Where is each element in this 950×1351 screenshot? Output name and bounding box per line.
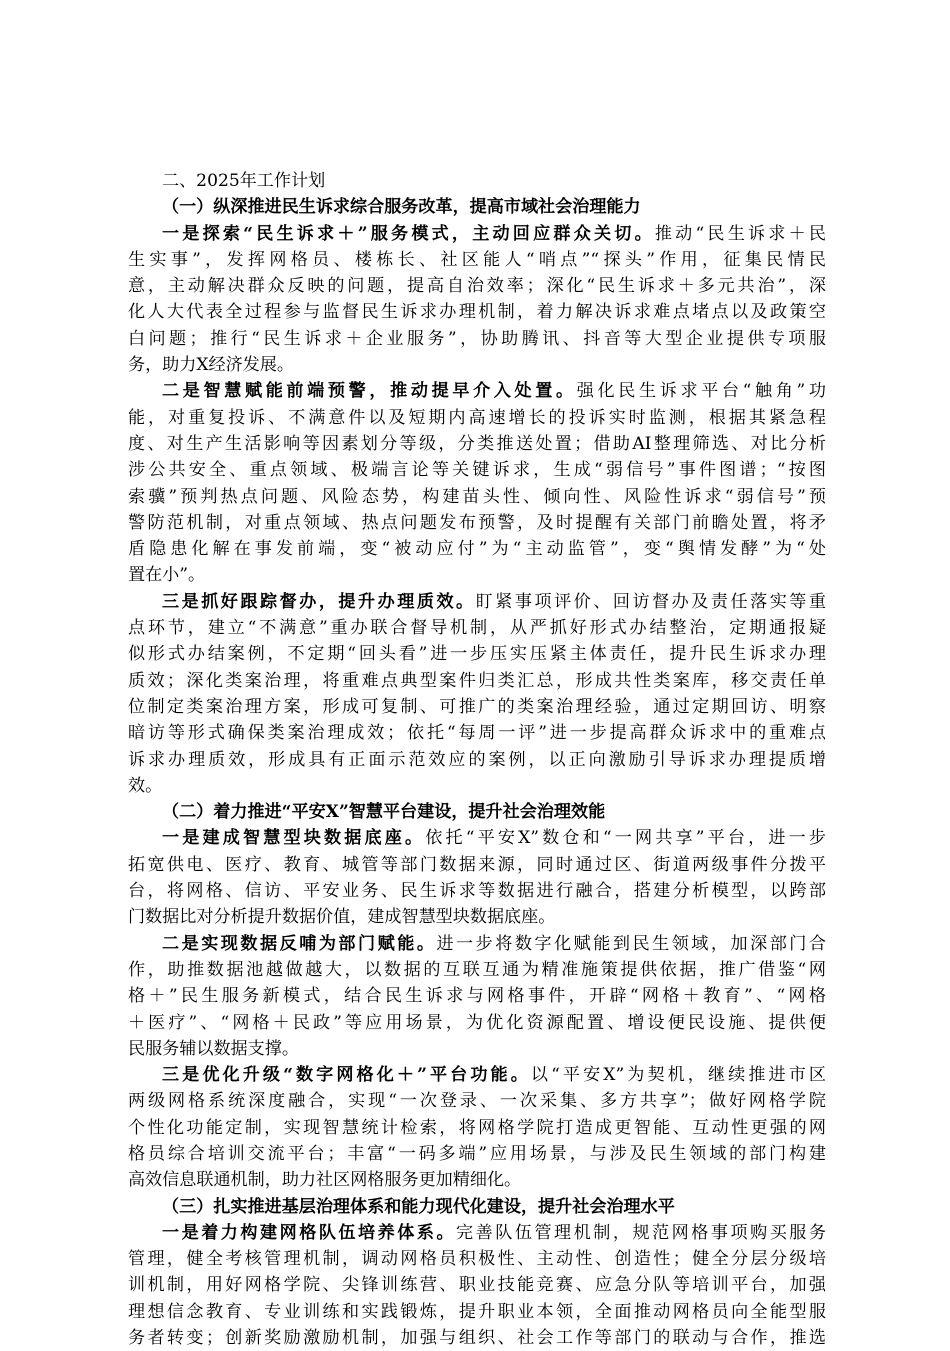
paragraph-line: 格＋”民生服务新模式，结合民生诉求与网格事件，开辟“网格＋教育”、“网格 xyxy=(128,986,826,1007)
paragraph-line: 能，对重复投诉、不满意件以及短期内高速增长的投诉实时监测，根据其紧急程 xyxy=(128,407,826,428)
paragraph-line: ＋医疗”、“网格＋民政”等应用场景，为优化资源配置、增设便民设施、提供便 xyxy=(128,1012,826,1033)
paragraph-line: 似形式办结案例，不定期“回头看”进一步压实压紧主体责任，提升民生诉求办理 xyxy=(128,644,826,665)
paragraph-line: 理想信念教育、专业训练和实践锻炼，提升职业本领，全面推动网格员向全能型服 xyxy=(128,1301,826,1322)
paragraph-line: 警防范机制，对重点领域、热点问题发布预警，及时提醒有关部门前瞻处置，将矛 xyxy=(128,512,826,533)
paragraph-line: 三是优化升级“数字网格化＋”平台功能。以“平安X”为契机，继续推进市区 xyxy=(162,1065,826,1086)
paragraph-line: 化人大代表全过程参与监督民生诉求办理机制，着力解决诉求难点堵点以及政策空 xyxy=(128,302,826,323)
paragraph-line: 三是抓好跟踪督办，提升办理质效。盯紧事项评价、回访督办及责任落实等重 xyxy=(162,591,826,612)
paragraph-line: 一是着力构建网格队伍培养体系。完善队伍管理机制，规范网格事项购买服务 xyxy=(162,1222,826,1243)
paragraph-line: 效。 xyxy=(128,775,163,796)
paragraph-lead: 一是建成智慧型块数据底座。 xyxy=(162,828,426,849)
subsection-title-2: （二）着力推进“平安X”智慧平台建设，提升社会治理效能 xyxy=(162,802,606,823)
paragraph-line: 点环节，建立“不满意”重办联合督导机制，从严抓好形式办结整治，定期通报疑 xyxy=(128,618,826,639)
section-heading: 二、2025年工作计划 xyxy=(162,171,326,191)
paragraph-line: 个性化功能定制，实现智慧统计检索，将网格学院打造成更智能、互动性更强的网 xyxy=(128,1117,826,1138)
paragraph-line: 管理，健全考核管理机制，调动网格员积极性、主动性、创造性；健全分层分级培 xyxy=(128,1249,826,1270)
paragraph-line: 置在小”。 xyxy=(128,565,206,586)
paragraph-line: 两级网格系统深度融合，实现“一次登录、一次采集、多方共享”；做好网格学院 xyxy=(128,1091,826,1112)
paragraph-line: 盾隐患化解在事发前端，变“被动应付”为“主动监管”，变“舆情发酵”为“处 xyxy=(128,539,826,560)
document-page xyxy=(128,168,826,1351)
subsection-title-1: （一）纵深推进民生诉求综合服务改革，提高市域社会治理能力 xyxy=(162,197,641,218)
paragraph-line: 质效；深化类案治理，将重难点典型案件归类汇总，形成共性类案库，移交责任单 xyxy=(128,670,826,691)
paragraph-line: 暗访等形式确保类案治理成效；依托“每周一评”进一步提高群众诉求中的重难点 xyxy=(128,723,826,744)
paragraph-line: 格员综合培训交流平台；丰富“一码多端”应用场景，与涉及民生领域的部门构建 xyxy=(128,1143,826,1164)
paragraph-line: 拓宽供电、医疗、教育、城管等部门数据来源，同时通过区、街道两级事件分拨平 xyxy=(128,854,826,875)
paragraph-line: 位制定类案治理方案，形成可复制、可推广的类案治理经验，通过定期回访、明察 xyxy=(128,696,826,717)
paragraph-line: 涉公共安全、重点领域、极端言论等关键诉求，生成“弱信号”事件图谱；“按图 xyxy=(128,460,826,481)
paragraph-line: 训机制，用好网格学院、尖锋训练营、职业技能竞赛、应急分队等培训平台，加强 xyxy=(128,1275,826,1296)
paragraph-line: 生实事”，发挥网格员、楼栋长、社区能人“哨点”“探头”作用，征集民情民 xyxy=(128,249,826,270)
paragraph-lead: 二是实现数据反哺为部门赋能。 xyxy=(162,933,437,954)
subsection-title-3: （三）扎实推进基层治理体系和能力现代化建设，提升社会治理水平 xyxy=(162,1196,675,1217)
paragraph-lead: 二是智慧赋能前端预警，推动提早介入处置。 xyxy=(162,381,577,402)
paragraph-lead: 一是着力构建网格队伍培养体系。 xyxy=(162,1222,457,1243)
paragraph-line: 诉求办理质效，形成具有正面示范效应的案例，以正向激励引导诉求办理提质增 xyxy=(128,749,826,770)
paragraph-line: 务，助力X经济发展。 xyxy=(128,355,295,376)
paragraph-line: 高效信息联通机制，助力社区网格服务更加精细化。 xyxy=(128,1170,522,1191)
paragraph-line: 务者转变；创新奖励激励机制，加强与组织、社会工作等部门的联动与合作，推选 xyxy=(128,1328,826,1349)
paragraph-line: 一是探索“民生诉求＋”服务模式，主动回应群众关切。推动“民生诉求＋民 xyxy=(162,223,826,244)
paragraph-lead: 三是优化升级“数字网格化＋”平台功能。 xyxy=(162,1065,531,1086)
paragraph-line: 意，主动解决群众反映的问题，提高自治效率；深化“民生诉求＋多元共治”，深 xyxy=(128,276,826,297)
paragraph-lead: 三是抓好跟踪督办，提升办理质效。 xyxy=(162,591,476,612)
paragraph-line: 度、对生产生活影响等因素划分等级，分类推送处置；借助AI整理筛选、对比分析 xyxy=(128,433,826,454)
paragraph-line: 二是实现数据反哺为部门赋能。进一步将数字化赋能到民生领域，加深部门合 xyxy=(162,933,826,954)
paragraph-line: 作，助推数据池越做越大，以数据的互联互通为精准施策提供依据，推广借鉴“网 xyxy=(128,959,826,980)
paragraph-line: 台，将网格、信访、平安业务、民生诉求等数据进行融合，搭建分析模型，以跨部 xyxy=(128,881,826,902)
paragraph-lead: 一是探索“民生诉求＋”服务模式，主动回应群众关切。 xyxy=(162,223,655,244)
paragraph-line: 索骥”预判热点问题、风险态势，构建苗头性、倾向性、风险性诉求“弱信号”预 xyxy=(128,486,826,507)
paragraph-line: 一是建成智慧型块数据底座。依托“平安X”数仓和“一网共享”平台，进一步 xyxy=(162,828,826,849)
paragraph-line: 民服务辅以数据支撑。 xyxy=(128,1038,299,1059)
paragraph-line: 白问题；推行“民生诉求＋企业服务”，协助腾讯、抖音等大型企业提供专项服 xyxy=(128,328,826,349)
paragraph-line: 门数据比对分析提升数据价值，建成智慧型块数据底座。 xyxy=(128,907,556,928)
paragraph-line: 二是智慧赋能前端预警，推动提早介入处置。强化民生诉求平台“触角”功 xyxy=(162,381,826,402)
